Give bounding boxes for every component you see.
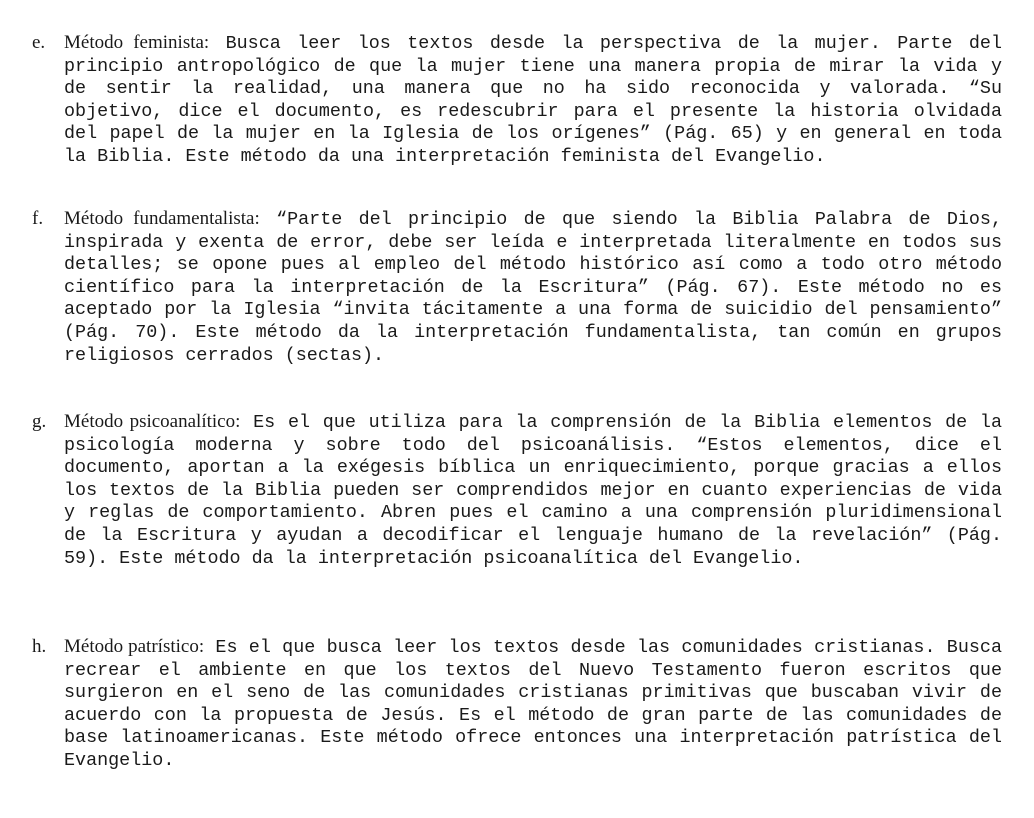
list-marker: e. xyxy=(32,32,46,53)
item-body xyxy=(64,32,1002,169)
item-body xyxy=(64,208,1002,367)
list-marker: h. xyxy=(32,636,47,657)
item-term: Método feminista: xyxy=(64,32,210,53)
item-text: Es el que busca leer los textos desde las comunidades cristianas. Busca recrear el ambiente en que los textos del Nuevo Testamento fueron escritos que surgieron en el seno de las comunidades cristianas primitivas que buscaban vivir de acuerdo con la propuesta de Jesús. Es el método de gran parte de las comunidades de base latinoamericanas. Este método ofrece entonces una interpretación patrística del Evangelio. xyxy=(64,637,1002,771)
item-text: “Parte del principio de que siendo la Biblia Palabra de Dios, inspirada y exenta de error, debe ser leída e interpretada literalmente en todos sus detalles; se opone pues al empleo del método histórico así como a todo otro método científico para la interpretación de la Escritura” (Pág. 67). Este método no es aceptado por la Iglesia “invita tácitamente a una forma de suicidio del pensamiento” (Pág. 70). Este método da la interpretación fundamentalista, tan común en grupos religiosos cerrados (sectas). xyxy=(64,209,1002,366)
item-body xyxy=(64,411,1002,570)
item-text: Es el que utiliza para la comprensión de la Biblia elementos de la psicología moderna y sobre todo del psicoanálisis. “Estos elementos, dice el documento, aportan a la exégesis bíblica un enriquecimiento, porque gracias a ellos los textos de la Biblia pueden ser comprendidos mejor en cuanto experiencias de vida y reglas de comportamiento. Abren pues el camino a una comprensión pluridimensional de la Escritura y ayudan a decodificar el lenguaje humano de la revelación” (Pág. 59). Este método da la interpretación psicoanalítica del Evangelio. xyxy=(64,412,1003,569)
list-marker: f. xyxy=(32,208,44,229)
item-term: Método psicoanalítico: xyxy=(64,411,241,432)
item-body xyxy=(64,636,1002,773)
item-text: Busca leer los textos desde la perspectiva de la mujer. Parte del principio antropológico de que la mujer tiene una manera propia de mirar la vida y de sentir la realidad, una manera que no ha sido reconocida y valorada. “Su objetivo, dice el documento, es redescubrir para el presente la historia olvidada del papel de la mujer en la Iglesia de los orígenes” (Pág. 65) y en general en toda la Biblia. Este método da una interpretación feminista del Evangelio. xyxy=(64,33,1002,167)
item-term: Método fundamentalista: xyxy=(64,208,260,229)
item-term: Método patrístico: xyxy=(64,636,205,657)
list-marker: g. xyxy=(32,411,47,432)
